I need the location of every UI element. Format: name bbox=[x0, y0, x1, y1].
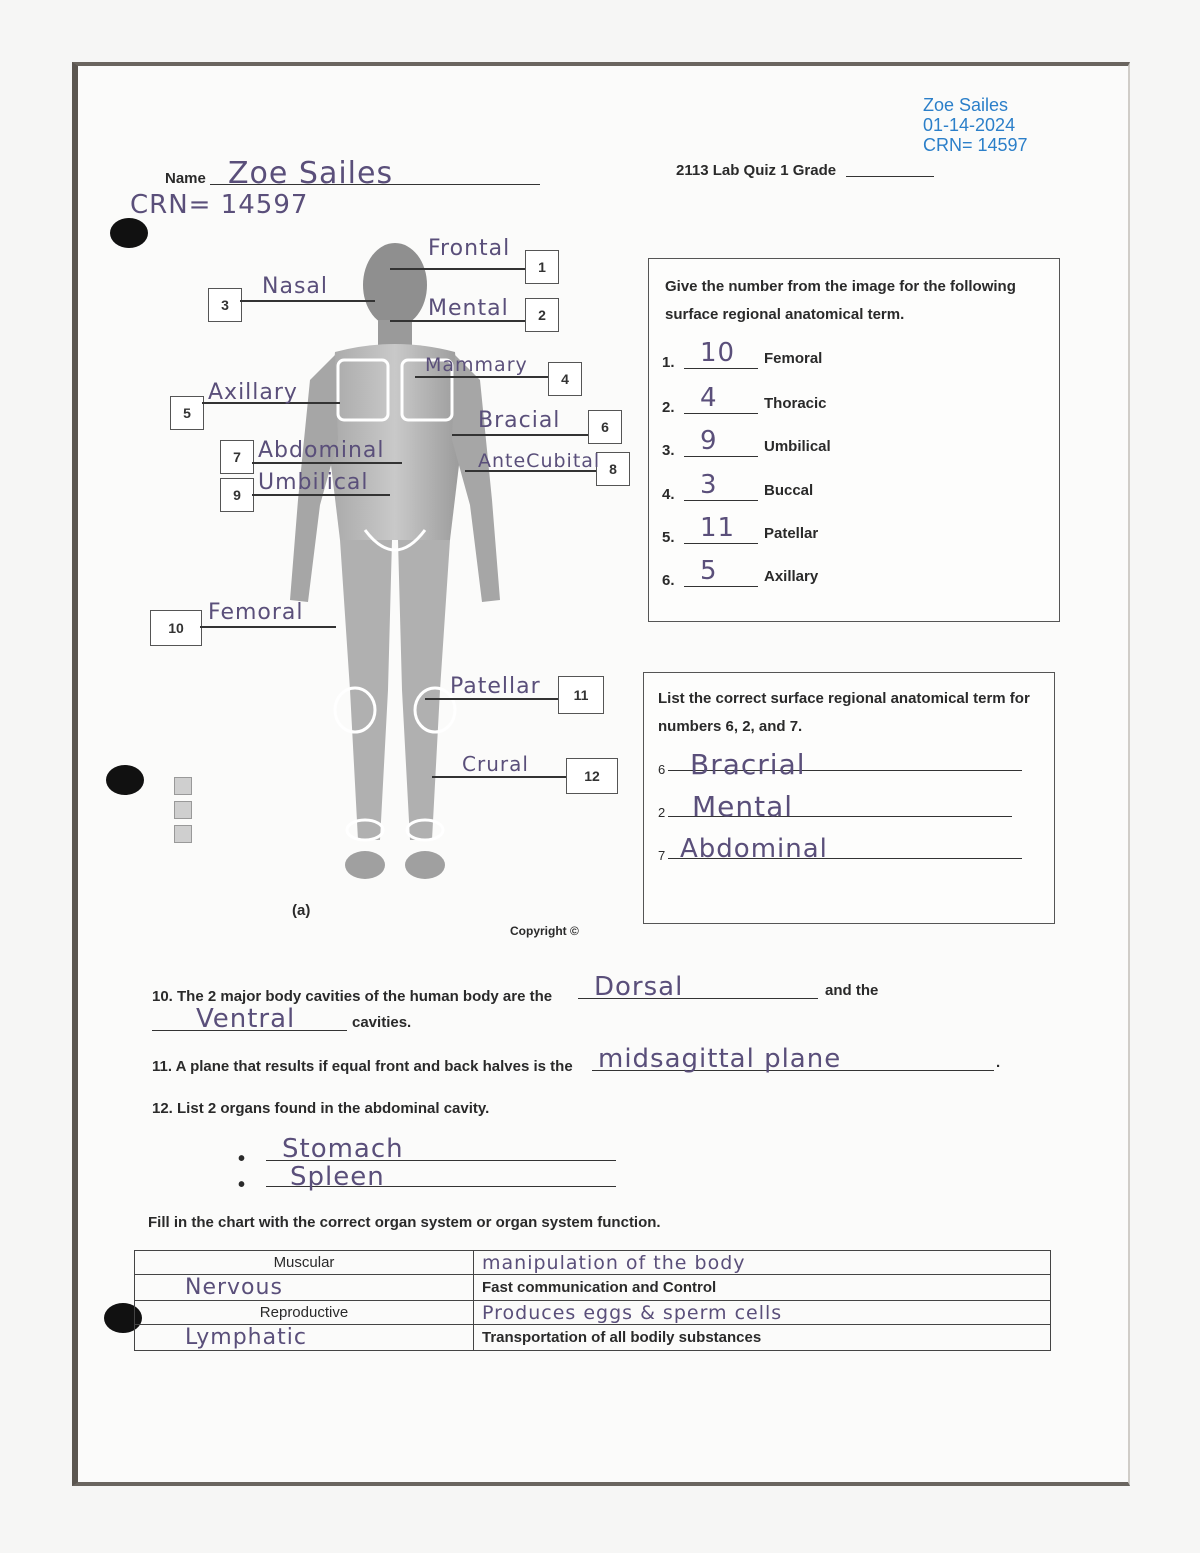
panel1-term: Axillary bbox=[764, 568, 819, 585]
panel2-answer-7: Abdominal bbox=[680, 834, 828, 864]
panel1-instruction: Give the number from the image for the following surface regional anatomical term. bbox=[665, 278, 1016, 323]
decor-square-1 bbox=[174, 777, 192, 795]
panel1-term: Buccal bbox=[764, 482, 814, 499]
q10-text-a: 10. The 2 major body cavities of the human body are the bbox=[152, 988, 553, 1005]
leader-3 bbox=[240, 300, 375, 302]
figure-copyright: Copyright © bbox=[510, 924, 579, 938]
label-box-8: 8 bbox=[596, 452, 630, 486]
panel1-answer: 9 bbox=[700, 426, 718, 456]
panel1-answer-line bbox=[684, 432, 758, 457]
system-cell: Muscular bbox=[135, 1251, 474, 1275]
panel2-instruction: List the correct surface regional anatomical term for numbers 6, 2, and 7. bbox=[658, 690, 1030, 735]
function-cell: Transportation of all bodily substances bbox=[474, 1325, 1051, 1351]
panel1-item-index: 3. bbox=[662, 442, 675, 459]
quiz-title: 2113 Lab Quiz 1 Grade bbox=[676, 162, 837, 179]
function-cell: Fast communication and Control bbox=[474, 1275, 1051, 1301]
panel2-answer-6: Bracrial bbox=[690, 748, 806, 781]
figure-caption: (a) bbox=[292, 902, 311, 919]
function-cell: Produces eggs & sperm cells bbox=[474, 1301, 1051, 1325]
stamp-name: Zoe Sailes bbox=[923, 95, 1009, 115]
panel1-item-index: 6. bbox=[662, 572, 675, 589]
crn-value: CRN= 14597 bbox=[130, 190, 309, 220]
q12-answer-2: Spleen bbox=[290, 1162, 385, 1192]
name-value: Zoe Sailes bbox=[228, 156, 394, 191]
body-figure bbox=[280, 240, 510, 900]
label-box-4: 4 bbox=[548, 362, 582, 396]
q10-text-b: and the bbox=[825, 982, 879, 999]
label-box-7: 7 bbox=[220, 440, 254, 474]
head-shape bbox=[363, 243, 427, 327]
q10-answer-2: Ventral bbox=[196, 1004, 296, 1034]
label-term-9: Umbilical bbox=[258, 470, 369, 495]
decor-square-2 bbox=[174, 801, 192, 819]
panel1-item-index: 2. bbox=[662, 399, 675, 416]
punch-hole-middle bbox=[106, 765, 144, 795]
table-row bbox=[135, 1275, 1051, 1301]
panel2-answer-2: Mental bbox=[692, 790, 794, 823]
stamp-crn: CRN= 14597 bbox=[923, 135, 1028, 155]
panel1-answer-line bbox=[684, 562, 758, 587]
q10-text-c: cavities. bbox=[352, 1014, 412, 1031]
label-box-5: 5 bbox=[170, 396, 204, 430]
label-term-3: Nasal bbox=[262, 274, 328, 299]
label-term-8: AnteCubital bbox=[478, 450, 601, 472]
panel1-answer-line bbox=[684, 389, 758, 414]
system-cell: Nervous bbox=[135, 1275, 474, 1301]
system-cell: Reproductive bbox=[135, 1301, 474, 1325]
chart-instruction: Fill in the chart with the correct organ system or organ system function. bbox=[148, 1214, 661, 1231]
q10-answer-1: Dorsal bbox=[594, 972, 684, 1002]
right-foot-shape bbox=[405, 851, 445, 879]
panel1-term: Umbilical bbox=[764, 438, 831, 455]
system-cell: Lymphatic bbox=[135, 1325, 474, 1351]
panel1-term: Thoracic bbox=[764, 395, 827, 412]
label-term-5: Axillary bbox=[208, 380, 298, 405]
label-term-2: Mental bbox=[428, 296, 509, 321]
punch-hole-top bbox=[110, 218, 148, 248]
label-term-1: Frontal bbox=[428, 236, 511, 261]
submission-stamp bbox=[923, 95, 1028, 155]
label-term-7: Abdominal bbox=[258, 438, 385, 463]
label-box-1: 1 bbox=[525, 250, 559, 284]
leader-4 bbox=[415, 376, 548, 378]
q12-text: 12. List 2 organs found in the abdominal cavity. bbox=[152, 1100, 490, 1117]
panel2-idx-2: 2 bbox=[658, 805, 666, 820]
panel2-idx-6: 6 bbox=[658, 762, 666, 777]
label-box-12: 12 bbox=[566, 758, 618, 794]
leader-1 bbox=[390, 268, 525, 270]
label-box-9: 9 bbox=[220, 478, 254, 512]
q12-bullet-1: • bbox=[238, 1148, 246, 1170]
label-box-11: 11 bbox=[558, 676, 604, 714]
table-row bbox=[135, 1301, 1051, 1325]
q11-end: . bbox=[996, 1054, 1001, 1071]
label-box-2: 2 bbox=[525, 298, 559, 332]
leader-12 bbox=[432, 776, 566, 778]
panel1-item-index: 4. bbox=[662, 486, 675, 503]
label-box-10: 10 bbox=[150, 610, 202, 646]
decor-square-3 bbox=[174, 825, 192, 843]
label-term-10: Femoral bbox=[208, 600, 304, 625]
name-label: Name bbox=[165, 170, 206, 187]
panel1-term: Patellar bbox=[764, 525, 819, 542]
organ-system-table bbox=[134, 1250, 1051, 1351]
function-cell: manipulation of the body bbox=[474, 1251, 1051, 1275]
q12-answer-1: Stomach bbox=[282, 1134, 404, 1164]
panel1-answer-line bbox=[684, 476, 758, 501]
panel1-answer: 10 bbox=[700, 338, 736, 368]
table-row bbox=[135, 1325, 1051, 1351]
leader-10 bbox=[200, 626, 336, 628]
label-term-6: Bracial bbox=[478, 408, 561, 433]
panel2-idx-7: 7 bbox=[658, 848, 666, 863]
table-row bbox=[135, 1251, 1051, 1275]
panel1-answer: 11 bbox=[700, 513, 736, 543]
label-term-4: Mammary bbox=[425, 354, 528, 376]
panel1-term: Femoral bbox=[764, 350, 823, 367]
leader-6 bbox=[452, 434, 588, 436]
stamp-date: 01-14-2024 bbox=[923, 115, 1016, 135]
panel1-item-index: 1. bbox=[662, 354, 675, 371]
panel1-answer: 5 bbox=[700, 556, 718, 586]
panel1-answer: 4 bbox=[700, 383, 718, 413]
grade-line bbox=[846, 160, 934, 177]
label-term-12: Crural bbox=[462, 752, 529, 776]
panel1-answer: 3 bbox=[700, 470, 718, 500]
label-box-3: 3 bbox=[208, 288, 242, 322]
right-arm-shape bbox=[452, 355, 500, 602]
q11-text: 11. A plane that results if equal front and back halves is the bbox=[152, 1058, 573, 1075]
q12-bullet-2: • bbox=[238, 1174, 246, 1196]
q11-answer: midsagittal plane bbox=[598, 1044, 842, 1074]
label-box-6: 6 bbox=[588, 410, 622, 444]
panel1-item-index: 5. bbox=[662, 529, 675, 546]
left-foot-shape bbox=[345, 851, 385, 879]
label-term-11: Patellar bbox=[450, 674, 541, 699]
